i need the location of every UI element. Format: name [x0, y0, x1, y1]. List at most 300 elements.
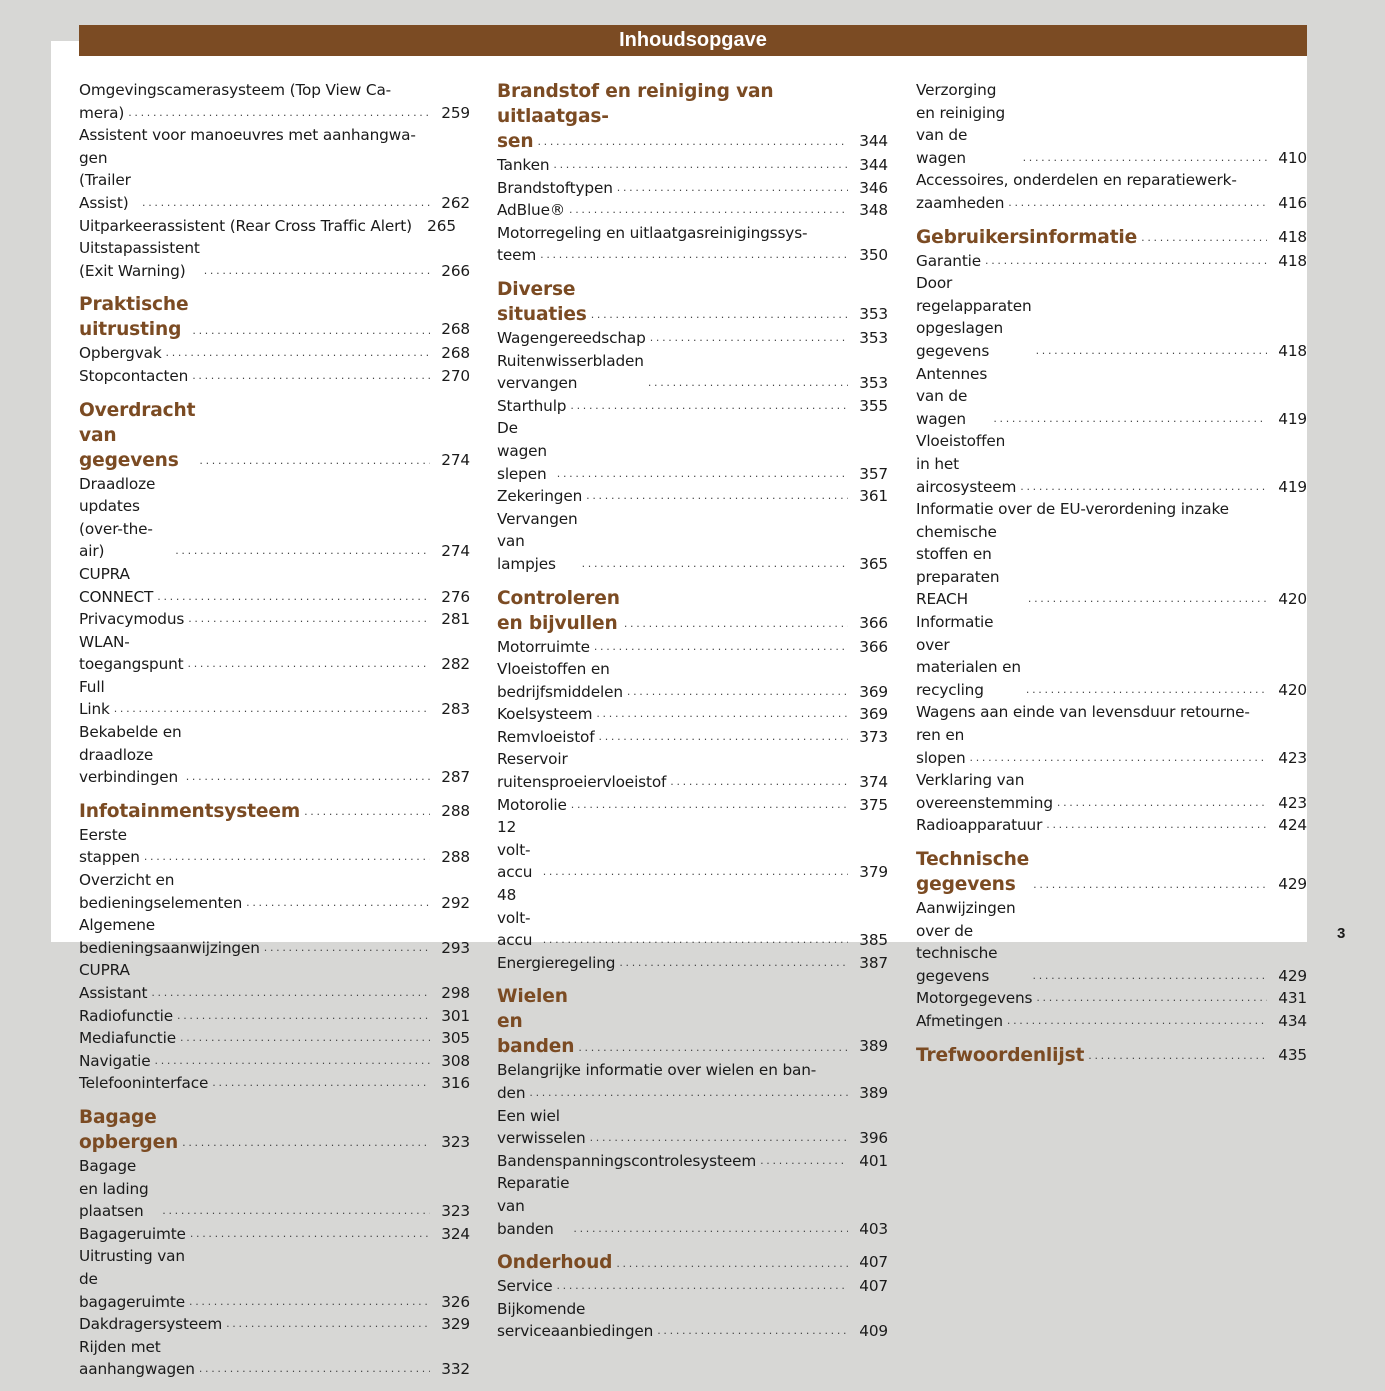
- toc-entry-title: Overzicht en bedieningselementen: [79, 871, 243, 912]
- toc-entry[interactable]: [497, 884, 888, 952]
- toc-entry[interactable]: [497, 1105, 888, 1150]
- toc-entry-title: AdBlue®: [497, 201, 566, 220]
- dot-leader: [212, 1072, 430, 1095]
- dot-leader: [246, 892, 430, 915]
- dot-leader: [570, 395, 848, 418]
- dot-leader: [557, 463, 848, 486]
- toc-entry[interactable]: [79, 1050, 470, 1073]
- toc-entry[interactable]: [79, 631, 470, 676]
- toc-entry-page: 418: [1278, 251, 1307, 270]
- toc-entry-page: 292: [441, 893, 470, 912]
- dot-leader: [180, 1027, 430, 1050]
- toc-entry-title: Starthulp: [497, 396, 567, 415]
- toc-entry-title: Reservoir ruitensproeiervloeistof: [497, 750, 667, 792]
- toc-entry[interactable]: [79, 1027, 470, 1050]
- toc-entry[interactable]: [916, 897, 1307, 987]
- dot-leader: [619, 952, 848, 975]
- dot-leader: [204, 260, 430, 283]
- toc-entry-page: 287: [441, 768, 470, 787]
- dot-leader: [192, 320, 430, 343]
- toc-entry-page: 355: [859, 396, 888, 415]
- dot-leader: [226, 1313, 430, 1336]
- toc-heading[interactable]: [916, 1043, 1307, 1068]
- toc-heading-title: Praktische uitrusting: [79, 294, 189, 341]
- toc-entry[interactable]: [497, 952, 888, 975]
- toc-entry-page: 265: [427, 216, 456, 235]
- toc-entry-title: ren en slopen: [916, 726, 966, 767]
- dot-leader: [670, 771, 848, 794]
- toc-entry[interactable]: [916, 769, 1307, 814]
- toc-entry-page: 353: [859, 328, 888, 347]
- dot-leader: [537, 131, 848, 154]
- toc-entry[interactable]: [497, 350, 888, 395]
- toc-entry-page: 374: [859, 773, 888, 792]
- dot-leader: [543, 929, 848, 952]
- toc-entry[interactable]: [916, 814, 1307, 837]
- toc-heading-title: Onderhoud: [497, 1252, 613, 1274]
- toc-entry-title: Stopcontacten: [79, 366, 189, 385]
- toc-entry-line1: Belangrijke informatie over wielen en ban-: [497, 1061, 817, 1080]
- dot-leader: [1008, 192, 1267, 215]
- toc-entry-page: 379: [859, 863, 888, 882]
- toc-entry[interactable]: [497, 417, 888, 485]
- toc-entry-title: Brandstoftypen: [497, 178, 613, 197]
- dot-leader: [199, 450, 430, 473]
- dot-leader: [1057, 792, 1267, 815]
- toc-entry-title: 48 volt-accu: [497, 886, 533, 950]
- dot-leader: [188, 653, 430, 676]
- toc-entry-page: 385: [859, 931, 888, 950]
- toc-entry[interactable]: [79, 1313, 470, 1336]
- toc-entry-title: Mediafunctie: [79, 1029, 176, 1048]
- toc-section-overdracht-van-gegevens: [79, 398, 470, 789]
- toc-entry-title: Radiofunctie: [79, 1006, 174, 1025]
- toc-entry[interactable]: [497, 508, 888, 576]
- toc-entry-title: De wagen slepen: [497, 419, 547, 483]
- toc-heading-title: Wielen en banden: [497, 986, 575, 1058]
- toc-entry[interactable]: [497, 244, 888, 267]
- toc-entry-page: 409: [859, 1322, 888, 1341]
- toc-entry[interactable]: [497, 177, 888, 200]
- dot-leader: [586, 485, 848, 508]
- toc-entry-page: 316: [441, 1074, 470, 1093]
- toc-entry-page: 274: [441, 542, 470, 561]
- dot-leader: [648, 372, 848, 395]
- toc-entry[interactable]: [916, 363, 1307, 431]
- toc-section-praktische-uitrusting: [79, 292, 470, 387]
- toc-entry-line1: Wagens aan einde van levensduur retourne-: [916, 703, 1250, 722]
- toc-entry-page: 365: [859, 554, 888, 573]
- toc-entry[interactable]: [497, 748, 888, 793]
- dot-leader: [162, 1200, 430, 1223]
- toc-entry[interactable]: [79, 824, 470, 869]
- dot-leader: [1046, 814, 1267, 837]
- toc-entry-title: Telefooninterface: [79, 1074, 209, 1093]
- toc-heading[interactable]: [79, 398, 470, 473]
- toc-entry-page: 424: [1278, 816, 1307, 835]
- toc-entry-title: Motorruimte: [497, 637, 590, 656]
- dot-leader: [993, 408, 1267, 431]
- dot-leader: [543, 861, 848, 884]
- toc-entry-page: 423: [1278, 793, 1307, 812]
- toc-entry-title: Verzorging en reiniging van de wagen: [916, 81, 1006, 167]
- toc-entry[interactable]: [916, 250, 1307, 273]
- toc-heading[interactable]: [497, 129, 888, 154]
- toc-entry-page: 329: [441, 1315, 470, 1334]
- toc-entry-page: 259: [441, 103, 470, 122]
- toc-entry-title: Vloeistoffen en bedrijfsmiddelen: [497, 660, 623, 701]
- toc-entry[interactable]: [79, 1005, 470, 1028]
- toc-heading-page: 274: [441, 450, 470, 469]
- toc-heading-page: 268: [441, 320, 470, 339]
- toc-entry-page: 276: [441, 587, 470, 606]
- toc-column-2: [497, 79, 888, 1353]
- toc-entry-title: Koelsysteem: [497, 705, 593, 724]
- toc-entry[interactable]: [79, 959, 470, 1004]
- toc-entry[interactable]: [79, 147, 470, 215]
- toc-heading-title: Controleren en bijvullen: [497, 587, 620, 634]
- toc-entry-page: 332: [441, 1360, 470, 1379]
- toc-entry-page: 344: [859, 156, 888, 174]
- toc-heading-page: 407: [859, 1253, 888, 1272]
- dot-leader: [1036, 340, 1267, 363]
- page-title: Inhoudsopgave: [79, 25, 1307, 56]
- dot-leader: [114, 698, 430, 721]
- dot-leader: [616, 1253, 848, 1276]
- toc-entry[interactable]: [79, 342, 470, 365]
- toc-heading-title: Technische gegevens: [916, 849, 1030, 895]
- toc-entry-page: 369: [859, 705, 888, 724]
- dot-leader: [1026, 679, 1267, 702]
- toc-section: [916, 79, 1307, 215]
- toc-entry-title: Een wiel verwisselen: [497, 1106, 586, 1148]
- toc-entry[interactable]: [79, 608, 470, 631]
- toc-entry[interactable]: [497, 658, 888, 703]
- dot-leader: [1020, 476, 1267, 499]
- toc-entry[interactable]: [79, 914, 470, 959]
- toc-entry[interactable]: [79, 676, 470, 721]
- toc-entry-page: 293: [441, 938, 470, 957]
- toc-entry-title: Aanwijzingen over de technische gegevens: [916, 899, 1016, 985]
- toc-heading[interactable]: [497, 984, 888, 1059]
- dot-leader: [144, 846, 430, 869]
- toc-entry-page: 308: [441, 1051, 470, 1070]
- toc-entry-title: Full Link: [79, 677, 110, 719]
- toc-entry-page: 326: [441, 1292, 470, 1311]
- toc-entry-line1: Motorregeling en uitlaatgasreinigingssys-: [497, 223, 808, 242]
- toc-entry-page: 420: [1278, 590, 1307, 609]
- toc-entry-page: 375: [859, 795, 888, 814]
- toc-entry-title: Dakdragersysteem: [79, 1315, 223, 1334]
- toc-entry[interactable]: [497, 1082, 888, 1105]
- toc-entry[interactable]: [497, 154, 888, 177]
- dot-leader: [177, 1005, 430, 1028]
- dot-leader: [1088, 1045, 1267, 1068]
- dot-leader: [553, 154, 848, 177]
- toc-entry[interactable]: [916, 521, 1307, 611]
- toc-heading[interactable]: [916, 225, 1307, 250]
- dot-leader: [264, 937, 430, 960]
- toc-entry-title: Uitrusting van de bagageruimte: [79, 1247, 186, 1311]
- toc-entry-title: gen (Trailer Assist): [79, 148, 131, 212]
- toc-entry-page: 282: [441, 655, 470, 674]
- toc-entry[interactable]: [79, 237, 470, 282]
- dot-leader: [617, 177, 848, 200]
- toc-entry[interactable]: [916, 79, 1307, 169]
- toc-heading-title: Overdracht van gegevens: [79, 399, 196, 471]
- toc-entry[interactable]: [916, 987, 1307, 1010]
- toc-entry-page: 416: [1278, 193, 1307, 212]
- dot-leader: [569, 199, 848, 222]
- toc-entry-title: 12 volt-accu: [497, 818, 533, 882]
- toc-entry[interactable]: [79, 102, 470, 125]
- toc-entry-title: Garantie: [916, 251, 982, 270]
- dot-leader: [182, 1132, 430, 1155]
- dot-leader: [1036, 987, 1267, 1010]
- toc-entry-title: Opbergvak: [79, 344, 162, 363]
- toc-entry[interactable]: [497, 1150, 888, 1173]
- toc-heading-page: 418: [1278, 227, 1307, 246]
- dot-leader: [591, 304, 848, 327]
- toc-heading-page: 429: [1278, 875, 1307, 893]
- dot-leader: [760, 1150, 848, 1173]
- dot-leader: [142, 192, 430, 215]
- dot-leader: [657, 1320, 848, 1343]
- toc-entry-page: 396: [859, 1129, 888, 1148]
- toc-heading-line1: Brandstof en reiniging van uitlaatgas-: [497, 81, 774, 127]
- toc-heading-title: Trefwoordenlijst: [916, 1044, 1085, 1066]
- toc-entry-title: Bekabelde en draadloze verbindingen: [79, 723, 182, 787]
- toc-heading-page: 366: [859, 613, 888, 632]
- toc-entry-title: Rijden met aanhangwagen: [79, 1337, 195, 1379]
- toc-entry-page: 270: [441, 366, 470, 385]
- toc-entry-title: Motorolie: [497, 795, 567, 814]
- toc-heading[interactable]: [497, 277, 888, 327]
- toc-entry[interactable]: [916, 724, 1307, 769]
- toc-entry-page: 305: [441, 1029, 470, 1048]
- toc-entry-title: mera): [79, 103, 125, 122]
- toc-section-gebruikersinformatie: [916, 225, 1307, 837]
- toc-entry-title: Vervangen van lampjes: [497, 509, 578, 573]
- toc-heading-page: 344: [859, 132, 888, 150]
- toc-section-wielen-en-banden: [497, 984, 888, 1240]
- dot-leader: [304, 801, 430, 824]
- dot-leader: [1141, 227, 1267, 250]
- page-number: 3: [1337, 925, 1346, 942]
- toc-entry[interactable]: [916, 430, 1307, 498]
- toc-section-brandstof: [497, 79, 888, 267]
- toc-entry[interactable]: [497, 1275, 888, 1298]
- dot-leader: [189, 1291, 430, 1314]
- toc-entry[interactable]: [916, 272, 1307, 362]
- toc-entry[interactable]: [497, 395, 888, 418]
- dot-leader: [192, 365, 430, 388]
- toc-heading-title: Bagage opbergen: [79, 1106, 179, 1153]
- toc-entry-page: 324: [441, 1224, 470, 1243]
- toc-column-1: [79, 79, 470, 1391]
- dot-leader: [650, 327, 848, 350]
- toc-entry-title: Bagage en lading plaatsen: [79, 1156, 149, 1221]
- toc-entry-title: Uitstapassistent (Exit Warning): [79, 239, 200, 280]
- toc-entry-title: Algemene bedieningsaanwijzingen: [79, 916, 260, 957]
- toc-entry-title: zaamheden: [916, 193, 1005, 212]
- toc-entry-title: Antennes van de wagen: [916, 364, 988, 428]
- toc-entry[interactable]: [79, 1245, 470, 1313]
- toc-entry-title: Tanken: [497, 156, 550, 174]
- dot-leader: [188, 608, 430, 631]
- dot-leader: [1028, 588, 1267, 611]
- toc-entry-line1: Accessoires, onderdelen en reparatiewerk-: [916, 171, 1237, 190]
- toc-entry-title: Reparatie van banden: [497, 1174, 570, 1238]
- toc-entry-page: 353: [859, 374, 888, 393]
- toc-entry-page: 403: [859, 1219, 888, 1238]
- toc-entry-page: 268: [441, 344, 470, 363]
- toc-entry[interactable]: [79, 1155, 470, 1223]
- toc-entry-page: 262: [441, 193, 470, 212]
- toc-entry-page: 420: [1278, 680, 1307, 699]
- dot-leader: [556, 1275, 848, 1298]
- toc-entry-title: Eerste stappen: [79, 825, 140, 867]
- toc-entry[interactable]: [79, 473, 470, 563]
- toc-entry-page: 407: [859, 1277, 888, 1296]
- toc-entry-line1: Omgevingscamerasysteem (Top View Ca-: [79, 81, 392, 99]
- toc-entry-line1: Informatie over de EU-verordening inzake: [916, 500, 1229, 519]
- toc-entry-page: 423: [1278, 748, 1307, 767]
- toc-entry[interactable]: [497, 703, 888, 726]
- toc-section: [79, 79, 470, 282]
- toc-entry[interactable]: [79, 869, 470, 914]
- toc-section-infotainmentsysteem: [79, 799, 470, 1095]
- toc-heading-page: 353: [859, 304, 888, 323]
- toc-entry[interactable]: [916, 1010, 1307, 1033]
- dot-leader: [155, 1050, 430, 1073]
- toc-entry[interactable]: [497, 794, 888, 817]
- toc-entry[interactable]: [497, 636, 888, 659]
- toc-entry-page: 357: [859, 464, 888, 483]
- dot-leader: [582, 553, 848, 576]
- toc-section-technische-gegevens: [916, 847, 1307, 1033]
- toc-entry[interactable]: [497, 199, 888, 222]
- toc-entry[interactable]: [79, 1072, 470, 1095]
- dot-leader: [166, 342, 430, 365]
- toc-entry-page: 346: [859, 178, 888, 197]
- toc-heading-page: 435: [1278, 1045, 1307, 1064]
- toc-entry-page: 298: [441, 984, 470, 1002]
- toc-entry-title: Uitparkeerassistent (Rear Cross Traffic Alert): [79, 216, 412, 235]
- toc-heading[interactable]: [916, 847, 1307, 897]
- toc-entry[interactable]: [497, 816, 888, 884]
- toc-entry-title: Bijkomende serviceaanbiedingen: [497, 1299, 654, 1341]
- toc-entry[interactable]: [79, 563, 470, 608]
- toc-entry-title: teem: [497, 246, 537, 265]
- toc-heading[interactable]: [79, 799, 470, 824]
- toc-entry[interactable]: [79, 365, 470, 388]
- toc-entry-page: 366: [859, 637, 888, 656]
- toc-entry-page: 418: [1278, 341, 1307, 360]
- dot-leader: [596, 703, 848, 726]
- toc-entry[interactable]: [497, 726, 888, 749]
- dot-leader: [573, 1218, 848, 1241]
- toc-entry[interactable]: [79, 721, 470, 789]
- dot-leader: [571, 794, 848, 817]
- dot-leader: [590, 1127, 848, 1150]
- toc-entry-title: Vloeistoffen in het aircosysteem: [916, 432, 1017, 496]
- toc-entry-page: 281: [441, 610, 470, 629]
- toc-entry-line1: Assistent voor manoeuvres met aanhangwa-: [79, 126, 416, 145]
- toc-section-onderhoud: [497, 1250, 888, 1343]
- toc-entry[interactable]: [79, 1336, 470, 1381]
- toc-entry-page: 288: [441, 848, 470, 867]
- dot-leader: [128, 102, 430, 125]
- toc-entry-page: 431: [1278, 989, 1307, 1008]
- toc-entry[interactable]: [497, 1298, 888, 1343]
- dot-leader: [529, 1082, 848, 1105]
- toc-entry[interactable]: [497, 1172, 888, 1240]
- toc-entry[interactable]: [79, 1223, 470, 1246]
- toc-entry-page: 434: [1278, 1011, 1307, 1030]
- toc-entry-title: Zekeringen: [497, 487, 583, 506]
- toc-entry-title: Bagageruimte: [79, 1224, 186, 1243]
- toc-entry-title: Draadloze updates (over-the-air): [79, 474, 156, 561]
- toc-entry[interactable]: [497, 327, 888, 350]
- toc-entry-title: Navigatie: [79, 1051, 151, 1070]
- toc-entry-page: 323: [441, 1202, 470, 1221]
- toc-heading[interactable]: [497, 586, 888, 636]
- toc-entry[interactable]: [497, 485, 888, 508]
- dot-leader: [199, 1358, 430, 1381]
- toc-entry-page: 387: [859, 953, 888, 972]
- toc-section-trefwoordenlijst: [916, 1043, 1307, 1068]
- toc-heading-title: sen: [497, 131, 534, 152]
- dot-leader: [624, 613, 848, 636]
- toc-heading-page: 288: [441, 801, 470, 820]
- dot-leader: [1007, 1010, 1267, 1033]
- toc-entry-title: Verklaring van overeenstemming: [916, 771, 1053, 812]
- dot-leader: [1023, 147, 1267, 170]
- toc-entry[interactable]: [916, 192, 1307, 215]
- toc-heading-title: Diverse situaties: [497, 278, 587, 325]
- toc-entry-title: Door regelapparaten opgeslagen gegevens: [916, 274, 1032, 360]
- toc-entry-title: den: [497, 1084, 526, 1102]
- toc-section-controleren-en-bijvullen: [497, 586, 888, 975]
- toc-heading-page: 389: [859, 1037, 888, 1056]
- toc-entry-title: Radioapparatuur: [916, 816, 1043, 835]
- toc-entry-title: CUPRA Assistant: [79, 961, 148, 1002]
- toc-entry-title: Privacymodus: [79, 610, 185, 629]
- toc-entry-title: Afmetingen: [916, 1011, 1003, 1030]
- toc-heading[interactable]: [79, 292, 470, 342]
- toc-column-3: [916, 79, 1307, 1078]
- toc-entry-page: 429: [1278, 966, 1307, 985]
- toc-entry-title: Wagengereedschap: [497, 328, 646, 347]
- dot-leader: [594, 636, 848, 659]
- toc-entry-title: chemische stoffen en preparaten REACH: [916, 522, 1000, 609]
- toc-entry[interactable]: [916, 611, 1307, 701]
- dot-leader: [1033, 874, 1267, 897]
- toc-section-diverse-situaties: [497, 277, 888, 576]
- toc-entry-page: 419: [1278, 409, 1307, 428]
- toc-heading[interactable]: [497, 1250, 888, 1275]
- toc-heading-title: Gebruikersinformatie: [916, 226, 1138, 248]
- toc-entry[interactable]: [79, 215, 470, 238]
- toc-entry-page: 361: [859, 487, 888, 506]
- dot-leader: [985, 250, 1267, 273]
- toc-heading[interactable]: [79, 1105, 470, 1155]
- toc-entry-page: 348: [859, 201, 888, 220]
- toc-entry-title: Remvloeistof: [497, 727, 595, 746]
- toc-heading-title: Infotainmentsysteem: [79, 800, 301, 822]
- dot-leader: [970, 747, 1268, 770]
